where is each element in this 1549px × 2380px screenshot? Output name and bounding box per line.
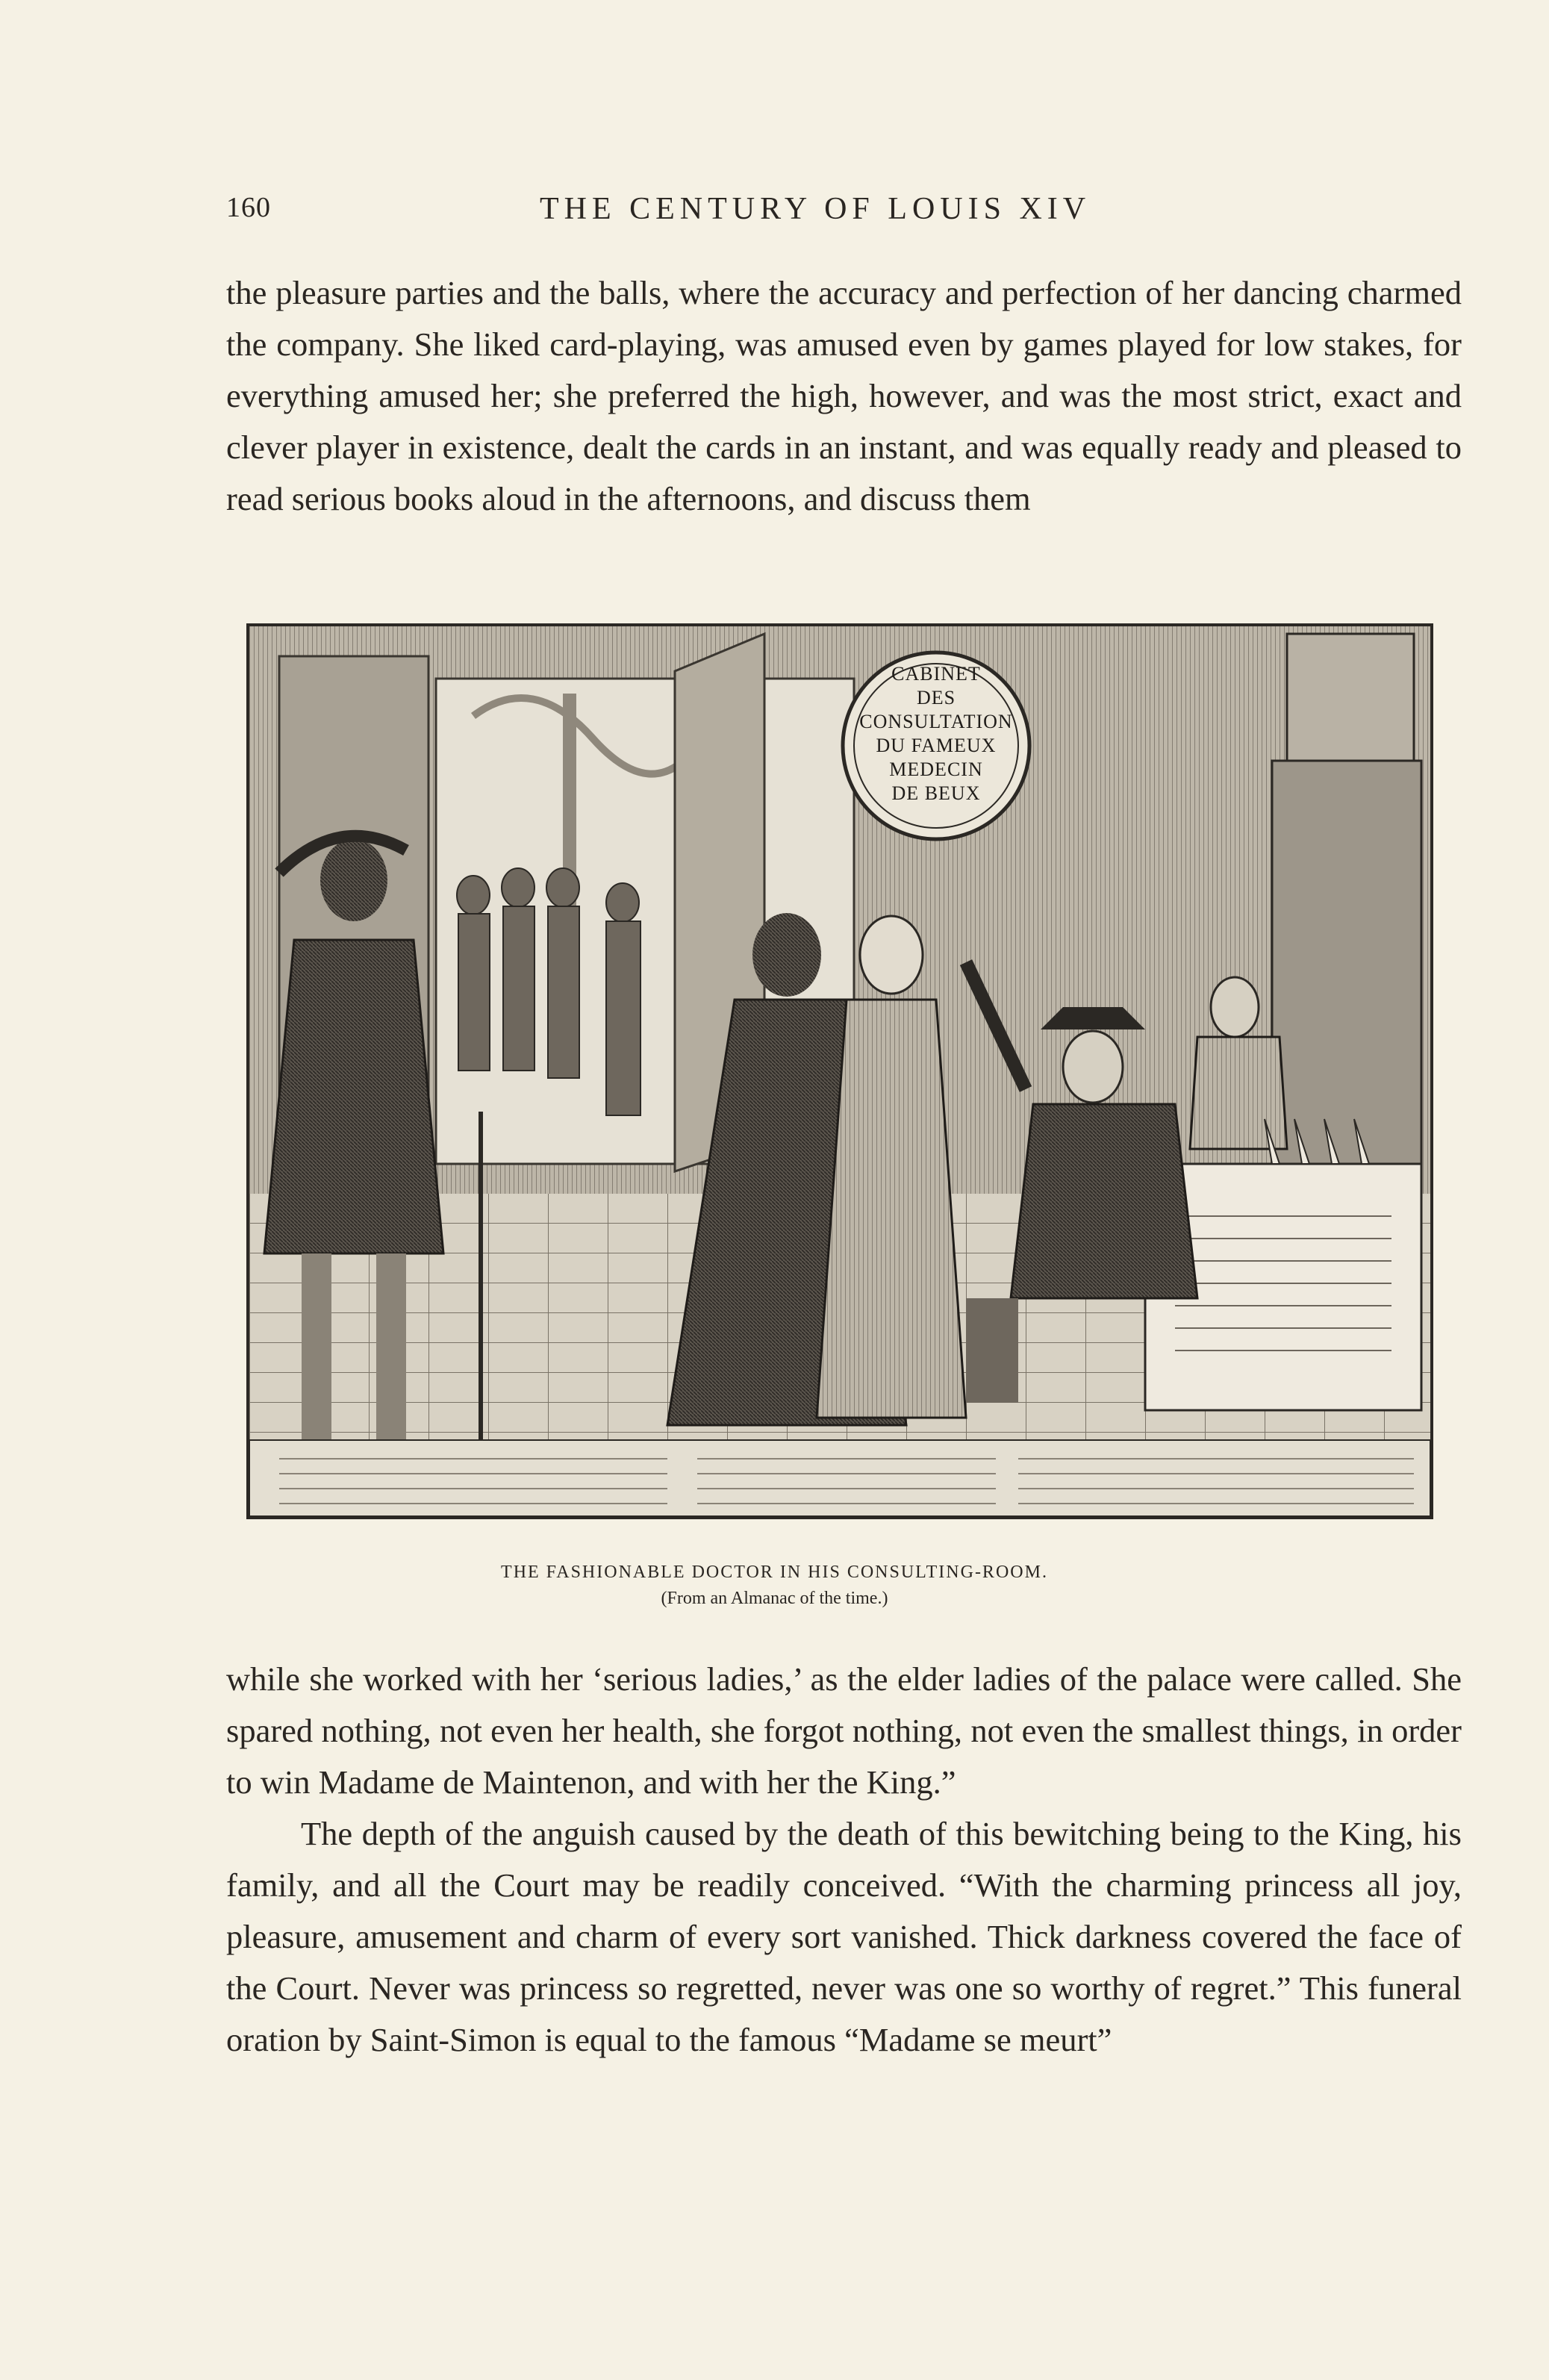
running-title: THE CENTURY OF LOUIS XIV (540, 192, 1091, 226)
page-header (226, 191, 1458, 236)
figure-source: (From an Almanac of the time.) (661, 1589, 888, 1608)
paragraph: The depth of the anguish caused by the death of this bewitching being to the King, his family, and all the Court may be readily conceived. “With the charming princess all joy, pleasure, amusement and charm of every sort vanished. Thick darkness covered the face of the Court. Never was princess so regretted, never was one so worthy of regret.” This funeral oration by Saint-Simon is equal to the famous “Madame se meurt” (226, 1815, 1462, 2058)
fireplace (1272, 761, 1421, 1179)
paragraph: the pleasure parties and the balls, where the accuracy and perfection of her dancing charmed the company. She liked card-playing, was amused even by games played for low stakes, for everything amused her; she preferred the high, however, and was the most strict, exact and clever player in existence, dealt the cards in an instant, and was equally ready and pleased to read serious books aloud in the afternoons, and discuss them (226, 274, 1462, 517)
body-text-bottom (226, 1654, 1462, 2066)
paragraph: while she worked with her ‘serious ladies,’ as the elder ladies of the palace were called. She spared nothing, not even her health, she forgot nothing, not even the smallest things, in order to win Madame de Maintenon, and with her the King.” (226, 1660, 1462, 1801)
verse-strip (249, 1440, 1430, 1516)
medallion-line: CONSULTATION (859, 711, 1013, 732)
engraving-scene (249, 626, 1430, 1516)
page-number: 160 (226, 192, 271, 223)
body-text-top (226, 267, 1462, 525)
medallion-line: DE BEUX (891, 782, 981, 804)
engraving-illustration (246, 623, 1433, 1519)
medallion-line: MEDECIN (889, 758, 983, 780)
medallion-line: DES (916, 687, 956, 708)
figure-caption: THE FASHIONABLE DOCTOR IN HIS CONSULTING-ROOM. (501, 1563, 1048, 1582)
medallion-line: DU FAMEUX (876, 735, 997, 756)
medallion-line: CABINET (891, 663, 981, 685)
